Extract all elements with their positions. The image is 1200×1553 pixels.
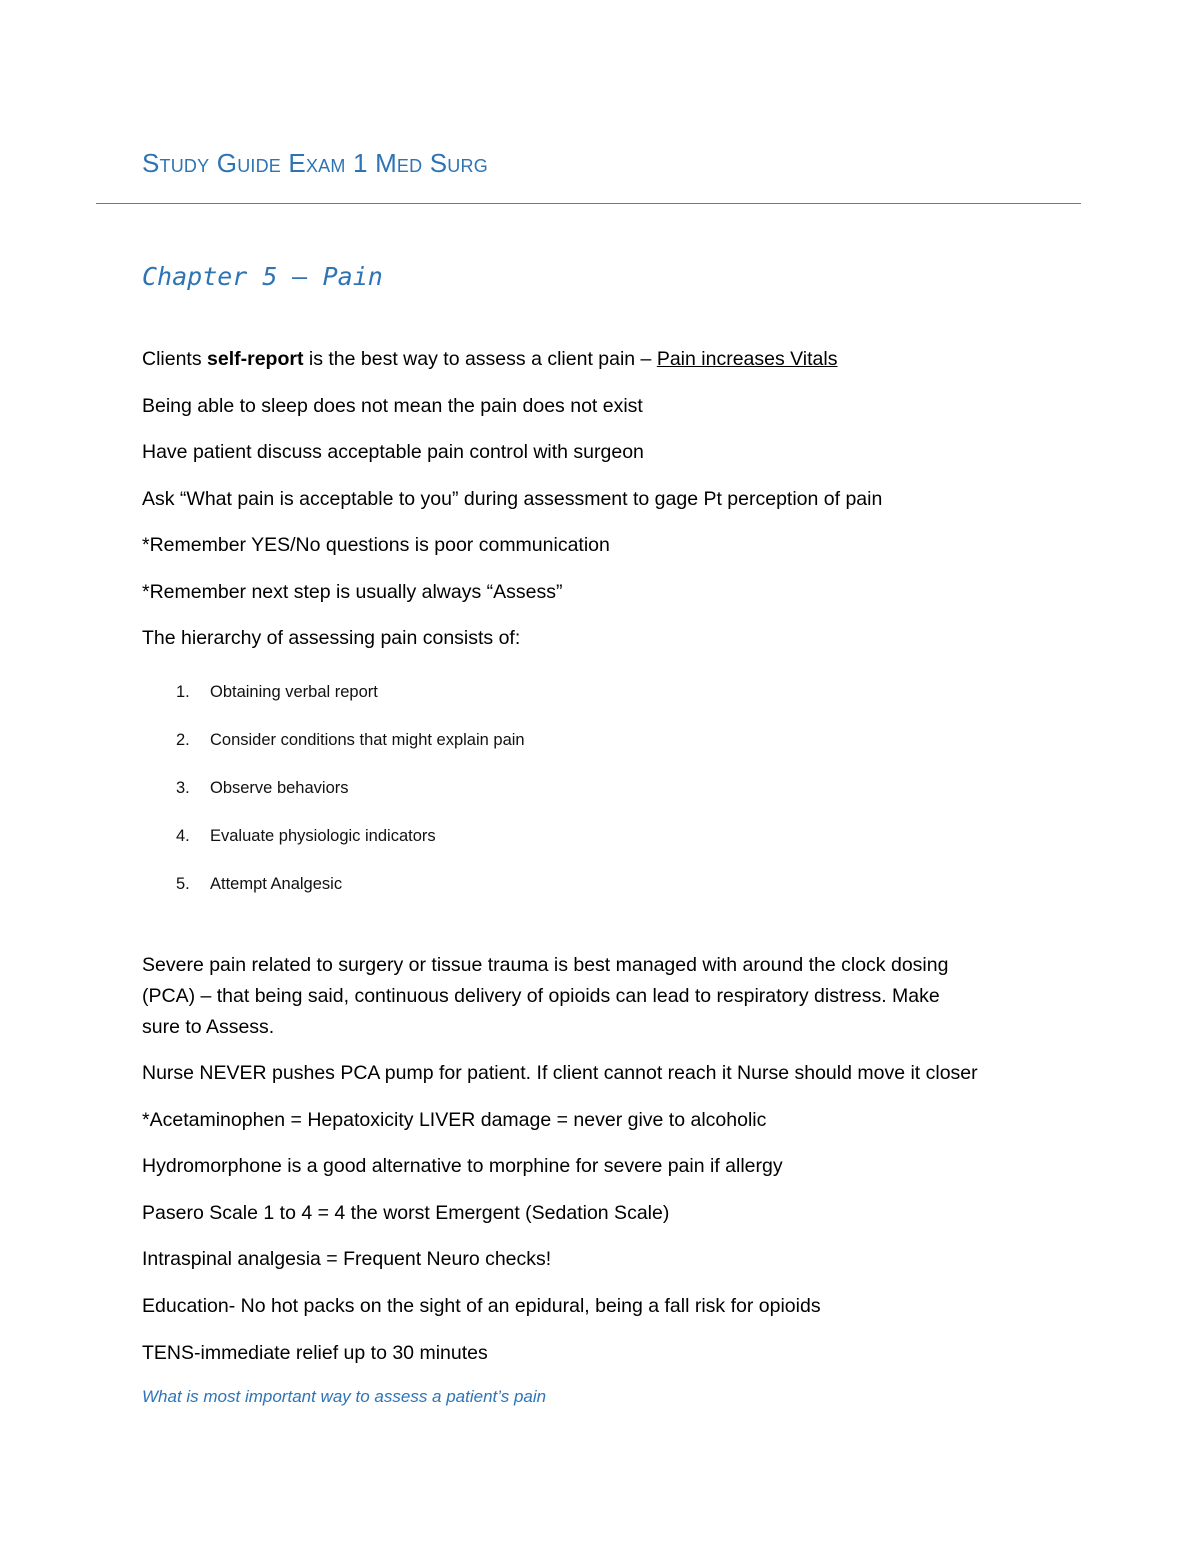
list-item-text: Obtaining verbal report [210,683,378,701]
list-item-number: 2. [176,731,190,749]
list-item [142,779,742,798]
severe-pain-line-1: Severe pain related to surgery or tissue trauma is best managed with around the clock dosing [142,954,949,976]
acetaminophen-line: *Acetaminophen = Hepatoxicity LIVER damage = never give to alcoholic [142,1109,767,1131]
list-item [142,827,742,846]
list-item-number: 1. [176,683,190,701]
document-title: Study Guide Exam 1 Med Surg [142,148,488,178]
list-item-number: 4. [176,827,190,845]
yes-no-line: *Remember YES/No questions is poor communication [142,534,610,556]
list-item-number: 3. [176,779,190,797]
chapter-heading: Chapter 5 – Pain [142,262,383,291]
list-item-text: Evaluate physiologic indicators [210,827,436,845]
list-item-text: Consider conditions that might explain pain [210,731,525,749]
severe-pain-line-3: sure to Assess. [142,1016,275,1038]
review-question: What is most important way to assess a patient’s pain [142,1387,547,1406]
list-item [142,731,742,750]
self-report-line [142,344,837,375]
hierarchy-intro-line: The hierarchy of assessing pain consists of: [142,627,521,649]
list-item-number: 5. [176,875,190,893]
intraspinal-line: Intraspinal analgesia = Frequent Neuro checks! [142,1248,552,1270]
self-report-text-start: Clients [142,348,208,370]
sleep-line: Being able to sleep does not mean the pain does not exist [142,395,643,417]
pain-increases-vitals-underlined: Pain increases Vitals [656,348,838,370]
education-line: Education- No hot packs on the sight of an epidural, being a fall risk for opioids [142,1295,821,1317]
list-item-text: Observe behaviors [210,779,349,797]
list-item-text: Attempt Analgesic [210,875,343,893]
pasero-scale-line: Pasero Scale 1 to 4 = 4 the worst Emergent (Sedation Scale) [142,1202,670,1224]
surgeon-line: Have patient discuss acceptable pain control with surgeon [142,441,644,463]
hydromorphone-line: Hydromorphone is a good alternative to morphine for severe pain if allergy [142,1155,783,1177]
tens-line: TENS-immediate relief up to 30 minutes [142,1342,488,1364]
acceptable-pain-line: Ask “What pain is acceptable to you” during assessment to gage Pt perception of pain [142,488,883,510]
self-report-text-middle: is the best way to assess a client pain – [303,348,657,370]
title-underline-rule [96,203,1081,204]
list-item [142,875,742,894]
next-step-line: *Remember next step is usually always “Assess” [142,581,563,603]
pca-pump-line: Nurse NEVER pushes PCA pump for patient. If client cannot reach it Nurse should move it closer [142,1062,978,1084]
severe-pain-line-2: (PCA) – that being said, continuous delivery of opioids can lead to respiratory distress. Make [142,985,940,1007]
self-report-bold-term: self-report [207,348,304,370]
list-item [142,683,742,702]
